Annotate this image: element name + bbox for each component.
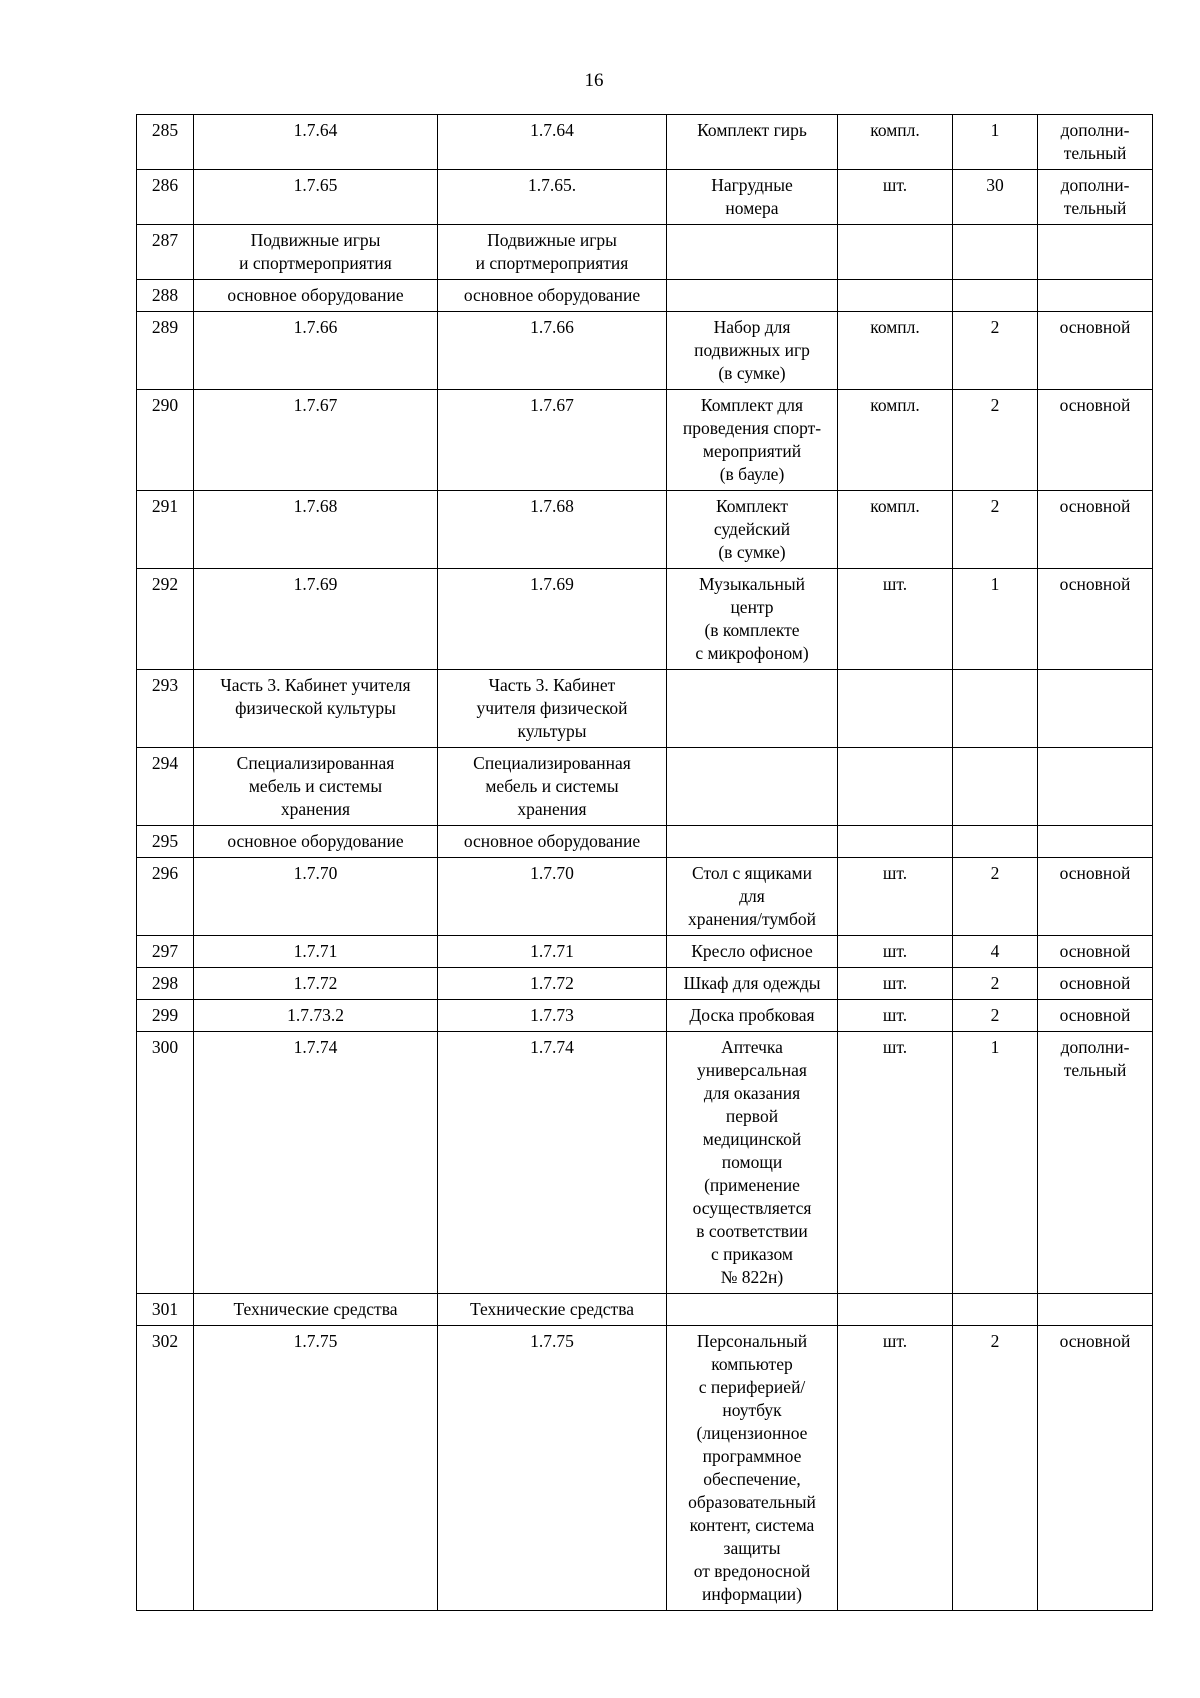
code-cell: 1.7.73.2 [194, 1000, 438, 1032]
row-number-cell: 297 [137, 936, 194, 968]
item-name-cell: Набор для подвижных игр (в сумке) [667, 312, 838, 390]
quantity-cell [953, 225, 1038, 280]
item-name-cell: Комплект гирь [667, 115, 838, 170]
unit-cell [838, 280, 953, 312]
section-code-cell: основное оборудование [438, 826, 667, 858]
table-row [137, 858, 1153, 936]
item-name-cell: Шкаф для одежды [667, 968, 838, 1000]
unit-cell: шт. [838, 858, 953, 936]
code-cell: 1.7.67 [194, 390, 438, 491]
code-cell: 1.7.68 [194, 491, 438, 569]
equipment-type-cell: основной [1038, 1000, 1153, 1032]
section-code-cell: 1.7.64 [438, 115, 667, 170]
item-name-cell: Доска пробковая [667, 1000, 838, 1032]
quantity-cell: 4 [953, 936, 1038, 968]
table-row [137, 280, 1153, 312]
section-code-cell: Подвижные игры и спортмероприятия [438, 225, 667, 280]
equipment-type-cell [1038, 748, 1153, 826]
row-number-cell: 299 [137, 1000, 194, 1032]
equipment-type-cell: основной [1038, 312, 1153, 390]
row-number-cell: 300 [137, 1032, 194, 1294]
equipment-type-cell: основной [1038, 858, 1153, 936]
section-code-cell: Технические средства [438, 1294, 667, 1326]
equipment-type-cell: основной [1038, 491, 1153, 569]
item-name-cell [667, 280, 838, 312]
section-code-cell: Часть 3. Кабинет учителя физической культуры [438, 670, 667, 748]
row-number-cell: 292 [137, 569, 194, 670]
table-row [137, 225, 1153, 280]
quantity-cell: 2 [953, 1000, 1038, 1032]
equipment-type-cell: основной [1038, 390, 1153, 491]
table-row [137, 826, 1153, 858]
quantity-cell [953, 748, 1038, 826]
quantity-cell: 2 [953, 1326, 1038, 1611]
code-cell: Часть 3. Кабинет учителя физической культуры [194, 670, 438, 748]
unit-cell: компл. [838, 115, 953, 170]
quantity-cell: 2 [953, 968, 1038, 1000]
equipment-type-cell: дополни- тельный [1038, 1032, 1153, 1294]
table-row [137, 1294, 1153, 1326]
section-code-cell: 1.7.69 [438, 569, 667, 670]
table-body [137, 115, 1153, 1611]
equipment-type-cell: дополни- тельный [1038, 115, 1153, 170]
row-number-cell: 288 [137, 280, 194, 312]
unit-cell: шт. [838, 1000, 953, 1032]
item-name-cell: Комплект судейский (в сумке) [667, 491, 838, 569]
row-number-cell: 290 [137, 390, 194, 491]
item-name-cell: Стол с ящиками для хранения/тумбой [667, 858, 838, 936]
unit-cell: компл. [838, 390, 953, 491]
equipment-type-cell: основной [1038, 569, 1153, 670]
code-cell: основное оборудование [194, 826, 438, 858]
equipment-type-cell [1038, 280, 1153, 312]
row-number-cell: 302 [137, 1326, 194, 1611]
item-name-cell [667, 1294, 838, 1326]
item-name-cell: Персональный компьютер с периферией/ ноутбук (лицензионное программное обеспечение, образовательный контент, система защиты от вредоносной информации) [667, 1326, 838, 1611]
table-row [137, 569, 1153, 670]
code-cell: 1.7.65 [194, 170, 438, 225]
code-cell: 1.7.75 [194, 1326, 438, 1611]
code-cell: Специализированная мебель и системы хранения [194, 748, 438, 826]
table-row [137, 936, 1153, 968]
section-code-cell: Специализированная мебель и системы хранения [438, 748, 667, 826]
section-code-cell: 1.7.65. [438, 170, 667, 225]
code-cell: Подвижные игры и спортмероприятия [194, 225, 438, 280]
section-code-cell: 1.7.72 [438, 968, 667, 1000]
quantity-cell [953, 826, 1038, 858]
equipment-type-cell: дополни- тельный [1038, 170, 1153, 225]
table-row [137, 390, 1153, 491]
equipment-type-cell [1038, 1294, 1153, 1326]
section-code-cell: 1.7.70 [438, 858, 667, 936]
item-name-cell: Комплект для проведения спорт- мероприятий (в бауле) [667, 390, 838, 491]
section-code-cell: 1.7.66 [438, 312, 667, 390]
table-row [137, 312, 1153, 390]
unit-cell: шт. [838, 936, 953, 968]
unit-cell: шт. [838, 1326, 953, 1611]
row-number-cell: 294 [137, 748, 194, 826]
section-code-cell: 1.7.67 [438, 390, 667, 491]
table-row [137, 1000, 1153, 1032]
row-number-cell: 286 [137, 170, 194, 225]
table-row [137, 491, 1153, 569]
quantity-cell: 1 [953, 115, 1038, 170]
quantity-cell: 2 [953, 858, 1038, 936]
quantity-cell: 30 [953, 170, 1038, 225]
unit-cell: шт. [838, 968, 953, 1000]
section-code-cell: основное оборудование [438, 280, 667, 312]
unit-cell: шт. [838, 170, 953, 225]
quantity-cell: 1 [953, 1032, 1038, 1294]
table-row [137, 670, 1153, 748]
unit-cell: компл. [838, 491, 953, 569]
equipment-type-cell [1038, 670, 1153, 748]
item-name-cell: Нагрудные номера [667, 170, 838, 225]
code-cell: 1.7.69 [194, 569, 438, 670]
code-cell: 1.7.64 [194, 115, 438, 170]
item-name-cell [667, 225, 838, 280]
item-name-cell [667, 670, 838, 748]
item-name-cell [667, 826, 838, 858]
section-code-cell: 1.7.68 [438, 491, 667, 569]
item-name-cell: Кресло офисное [667, 936, 838, 968]
row-number-cell: 293 [137, 670, 194, 748]
quantity-cell: 2 [953, 491, 1038, 569]
quantity-cell [953, 670, 1038, 748]
table-row [137, 748, 1153, 826]
item-name-cell: Музыкальный центр (в комплекте с микрофоном) [667, 569, 838, 670]
section-code-cell: 1.7.71 [438, 936, 667, 968]
equipment-type-cell [1038, 225, 1153, 280]
quantity-cell: 2 [953, 312, 1038, 390]
equipment-type-cell: основной [1038, 936, 1153, 968]
code-cell: 1.7.66 [194, 312, 438, 390]
quantity-cell [953, 1294, 1038, 1326]
row-number-cell: 285 [137, 115, 194, 170]
page-number: 16 [584, 70, 604, 91]
row-number-cell: 301 [137, 1294, 194, 1326]
quantity-cell: 2 [953, 390, 1038, 491]
section-code-cell: 1.7.74 [438, 1032, 667, 1294]
row-number-cell: 295 [137, 826, 194, 858]
unit-cell: шт. [838, 569, 953, 670]
unit-cell [838, 748, 953, 826]
code-cell: 1.7.72 [194, 968, 438, 1000]
item-name-cell [667, 748, 838, 826]
equipment-type-cell: основной [1038, 1326, 1153, 1611]
equipment-table [136, 114, 1153, 1611]
table-row [137, 1032, 1153, 1294]
quantity-cell: 1 [953, 569, 1038, 670]
unit-cell [838, 670, 953, 748]
table-row [137, 170, 1153, 225]
unit-cell [838, 1294, 953, 1326]
code-cell: 1.7.71 [194, 936, 438, 968]
unit-cell [838, 225, 953, 280]
section-code-cell: 1.7.73 [438, 1000, 667, 1032]
row-number-cell: 289 [137, 312, 194, 390]
quantity-cell [953, 280, 1038, 312]
item-name-cell: Аптечка универсальная для оказания первой медицинской помощи (применение осуществляется в соответствии с приказом № 822н) [667, 1032, 838, 1294]
code-cell: 1.7.70 [194, 858, 438, 936]
equipment-type-cell: основной [1038, 968, 1153, 1000]
code-cell: Технические средства [194, 1294, 438, 1326]
row-number-cell: 287 [137, 225, 194, 280]
section-code-cell: 1.7.75 [438, 1326, 667, 1611]
table-row [137, 1326, 1153, 1611]
row-number-cell: 291 [137, 491, 194, 569]
row-number-cell: 298 [137, 968, 194, 1000]
code-cell: основное оборудование [194, 280, 438, 312]
code-cell: 1.7.74 [194, 1032, 438, 1294]
unit-cell: компл. [838, 312, 953, 390]
unit-cell: шт. [838, 1032, 953, 1294]
table-row [137, 115, 1153, 170]
unit-cell [838, 826, 953, 858]
equipment-type-cell [1038, 826, 1153, 858]
row-number-cell: 296 [137, 858, 194, 936]
table-row [137, 968, 1153, 1000]
